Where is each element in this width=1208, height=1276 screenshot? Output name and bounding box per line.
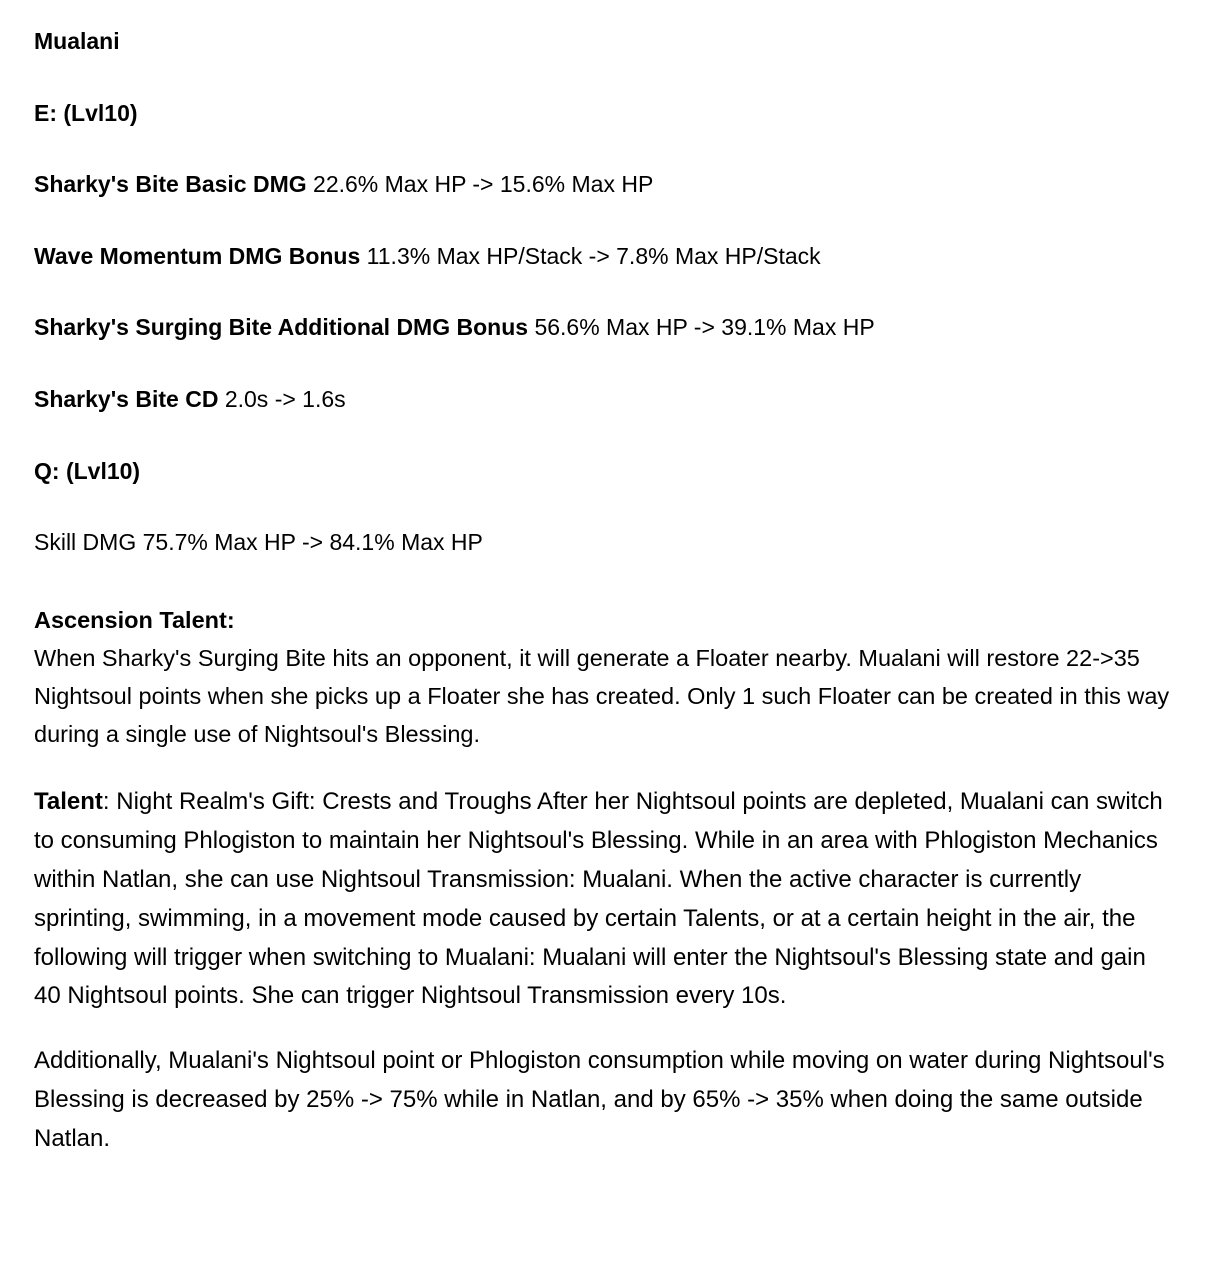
stat-label: Sharky's Bite CD — [34, 385, 219, 412]
stat-label: Sharky's Surging Bite Additional DMG Bonus — [34, 314, 529, 341]
page-title: Mualani — [34, 28, 120, 54]
stat-label: Sharky's Bite Basic DMG — [34, 171, 307, 198]
talent-text: : Night Realm's Gift: Crests and Troughs After her Nightsoul points are depleted, Mualani can switch to consuming Phlogiston to maintain her Nightsoul's Blessing. While in an area with Phlogiston Mechanics within Natlan, she can use Nightsoul Transmission: Mualani. When the active character is currently sprinting, swimming, in a movement mode caused by certain Talents, or at a certain height in the air, the following will trigger when switching to Mualani: Mualani will enter the Nightsoul's Blessing state and gain 40 Nightsoul points. She can trigger Nightsoul Transmission every 10s. — [34, 788, 1163, 1010]
ascension-talent-section — [34, 601, 1174, 753]
stat-value: 56.6% Max HP -> 39.1% Max HP — [534, 314, 875, 341]
stat-row-skill-dmg: Skill DMG 75.7% Max HP -> 84.1% Max HP — [34, 529, 483, 556]
stat-row-sharkys-surging-bite-additional-dmg-bonus — [34, 314, 1174, 342]
ascension-talent-text: When Sharky's Surging Bite hits an opponent, it will generate a Floater nearby. Mualani will restore 22->35 Nightsoul points when she picks up a Floater she has created. Only 1 such Floater can be created in this way during a single use of Nightsoul's Blessing. — [34, 644, 1170, 747]
skill-e-heading: E: (Lvl10) — [34, 99, 138, 126]
stat-label: Wave Momentum DMG Bonus — [34, 242, 361, 269]
stat-value: 2.0s -> 1.6s — [224, 385, 346, 412]
stat-value: 22.6% Max HP -> 15.6% Max HP — [313, 171, 654, 198]
ascension-talent-heading: Ascension Talent: — [34, 606, 235, 633]
stat-value: 11.3% Max HP/Stack -> 7.8% Max HP/Stack — [366, 242, 821, 269]
talent-label: Talent — [34, 788, 103, 815]
stat-row-sharkys-bite-cd — [34, 386, 1174, 414]
talent-paragraph — [34, 783, 1174, 1016]
additional-paragraph: Additionally, Mualani's Nightsoul point or Phlogiston consumption while moving on water during Nightsoul's Blessing is decreased by 25% -> 75% while in Natlan, and by 65% -> 35% when doing the same outside Natlan. — [34, 1047, 1165, 1152]
skill-q-heading: Q: (Lvl10) — [34, 457, 141, 484]
stat-row-wave-momentum-dmg-bonus — [34, 243, 1174, 271]
stat-row-sharkys-bite-basic-dmg — [34, 171, 1174, 199]
